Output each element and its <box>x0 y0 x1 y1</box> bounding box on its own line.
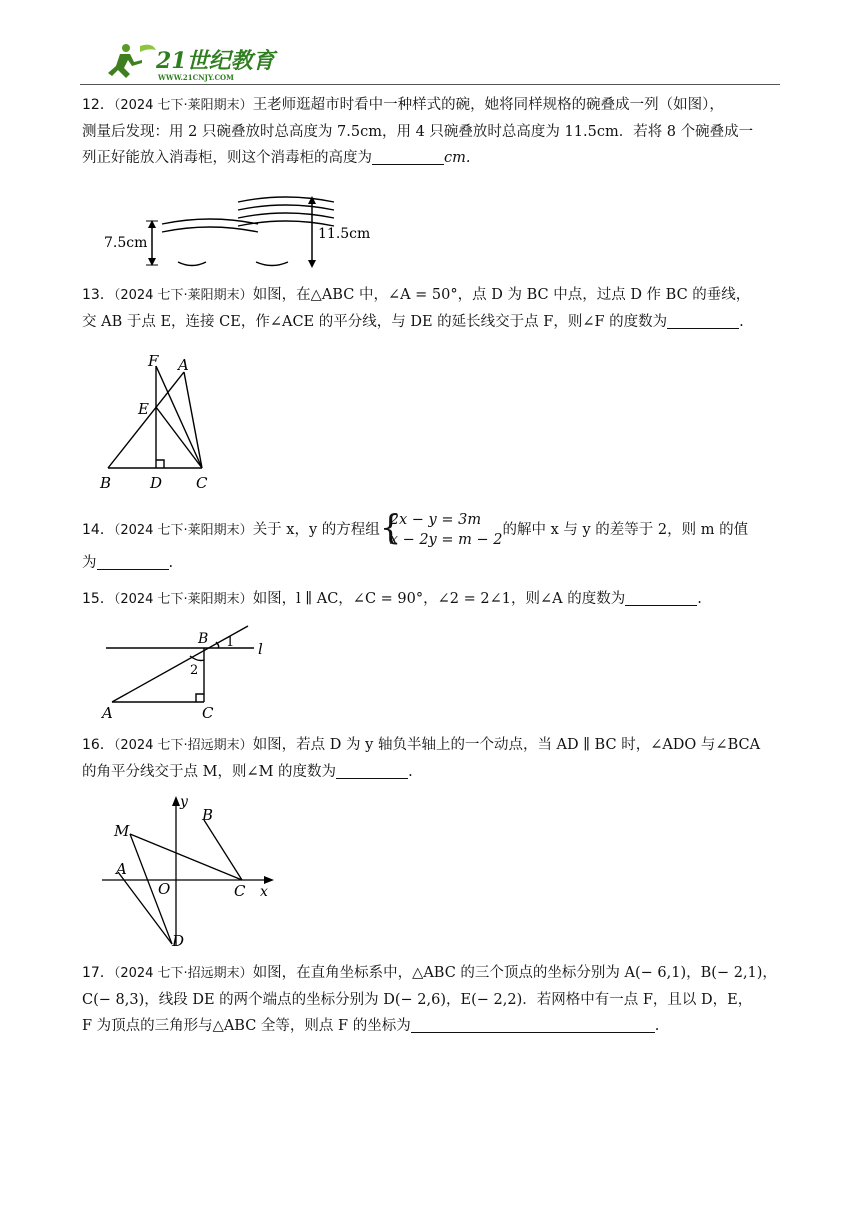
question-number: 17． <box>82 965 114 981</box>
question-14 <box>82 510 782 576</box>
point-label-b: B <box>100 474 112 492</box>
axis-label-x: x <box>260 884 268 900</box>
question-source: （2024 七下·莱阳期末） <box>113 288 253 303</box>
point-label-a: A <box>116 860 127 878</box>
angle-label-1: 1 <box>226 635 235 650</box>
header-rule <box>80 84 780 85</box>
point-label-a: A <box>102 704 113 722</box>
question-text: 为 <box>82 555 97 571</box>
question-number: 12． <box>82 97 114 113</box>
question-number: 14． <box>82 522 114 538</box>
answer-blank <box>336 762 408 779</box>
point-label-b: B <box>198 631 209 647</box>
equation-system <box>380 510 503 550</box>
logo-url: WWW.21CNJY.COM <box>158 73 234 82</box>
bowls-figure <box>100 190 380 272</box>
point-label-d: D <box>150 474 163 492</box>
question-text: 的角平分线交于点 M，则∠M 的度数为 <box>82 764 337 780</box>
question-source: （2024 七下·招远期末） <box>113 966 253 981</box>
answer-blank <box>667 312 739 329</box>
question-12 <box>82 92 782 171</box>
question-text: 王老师逛超市时看中一种样式的碗，她将同样规格的碗叠成一列（如图）， <box>252 97 724 113</box>
equation-1: 2x − y = 3m <box>389 512 482 528</box>
triangle-figure-13 <box>98 352 228 494</box>
axis-label-y: y <box>180 794 188 810</box>
question-source: （2024 七下·莱阳期末） <box>113 523 253 538</box>
question-text: 的解中 x 与 y 的差等于 2，则 m 的值 <box>502 522 749 538</box>
question-text: 如图，l ∥ AC，∠C = 90°，∠2 = 2∠1，则∠A 的度数为 <box>252 591 626 607</box>
logo-text: 21世纪教育 <box>156 48 275 74</box>
equation-2: x − 2y = m − 2 <box>389 532 503 548</box>
question-16 <box>82 732 782 785</box>
question-text: 关于 x，y 的方程组 <box>252 522 380 538</box>
line-label-l: l <box>258 640 263 658</box>
point-label-c: C <box>196 474 208 492</box>
point-label-e: E <box>138 400 149 418</box>
point-label-m: M <box>114 822 130 840</box>
question-text: . <box>654 1018 660 1034</box>
question-text: . <box>168 555 174 571</box>
point-label-d: D <box>172 932 185 950</box>
point-label-c: C <box>202 704 214 722</box>
page-header <box>0 0 860 90</box>
point-label-b: B <box>202 806 214 824</box>
question-text: . <box>697 591 702 607</box>
question-13 <box>82 282 782 335</box>
point-label-o: O <box>158 880 171 898</box>
logo <box>100 40 280 84</box>
question-source: （2024 七下·莱阳期末） <box>113 592 253 607</box>
question-15 <box>82 586 782 613</box>
question-text: 测量后发现：用 2 只碗叠放时总高度为 7.5cm，用 4 只碗叠放时总高度为 11.5cm．若将 8 个碗叠成一 <box>82 124 754 140</box>
point-label-f: F <box>148 352 159 370</box>
question-17 <box>82 960 782 1039</box>
question-number: 15． <box>82 591 114 607</box>
question-text: 如图，若点 D 为 y 轴负半轴上的一个动点，当 AD ∥ BC 时，∠ADO 与∠BCA <box>252 737 761 753</box>
answer-blank <box>97 553 169 570</box>
question-text: 如图，在△ABC 中，∠A = 50°，点 D 为 BC 中点，过点 D 作 BC 的垂线， <box>252 287 751 303</box>
coordinate-figure-16 <box>98 794 288 952</box>
answer-blank <box>625 589 697 606</box>
answer-blank <box>372 148 444 165</box>
question-text: . <box>739 314 744 330</box>
question-number: 13． <box>82 287 114 303</box>
right-height-label: 11.5cm <box>318 226 371 242</box>
question-number: 16． <box>82 737 114 753</box>
question-text: F 为顶点的三角形与△ABC 全等，则点 F 的坐标为 <box>82 1018 411 1034</box>
question-text: cm. <box>444 150 471 166</box>
angle-label-2: 2 <box>190 663 199 678</box>
question-text: C(− 8,3)，线段 DE 的两个端点的坐标分别为 D(− 2,6)，E(− 2,2)．若网格中有一点 F，且以 D，E， <box>82 992 753 1008</box>
left-height-label: 7.5cm <box>104 235 148 251</box>
brace-icon: { <box>379 508 402 548</box>
question-source: （2024 七下·招远期末） <box>113 738 253 753</box>
question-text: . <box>408 764 413 780</box>
parallel-line-figure-15 <box>98 622 278 722</box>
question-text: 如图，在直角坐标系中，△ABC 的三个顶点的坐标分别为 A(− 6,1)，B(− 2,1)， <box>252 965 777 981</box>
question-text: 交 AB 于点 E，连接 CE，作∠ACE 的平分线，与 DE 的延长线交于点 F，则∠F 的度数为 <box>82 314 668 330</box>
point-label-a: A <box>178 356 189 374</box>
point-label-c: C <box>234 882 246 900</box>
question-text: 列正好能放入消毒柜，则这个消毒柜的高度为 <box>82 150 372 166</box>
runner-icon <box>108 44 156 78</box>
answer-blank <box>411 1016 655 1033</box>
question-source: （2024 七下·莱阳期末） <box>113 98 253 113</box>
